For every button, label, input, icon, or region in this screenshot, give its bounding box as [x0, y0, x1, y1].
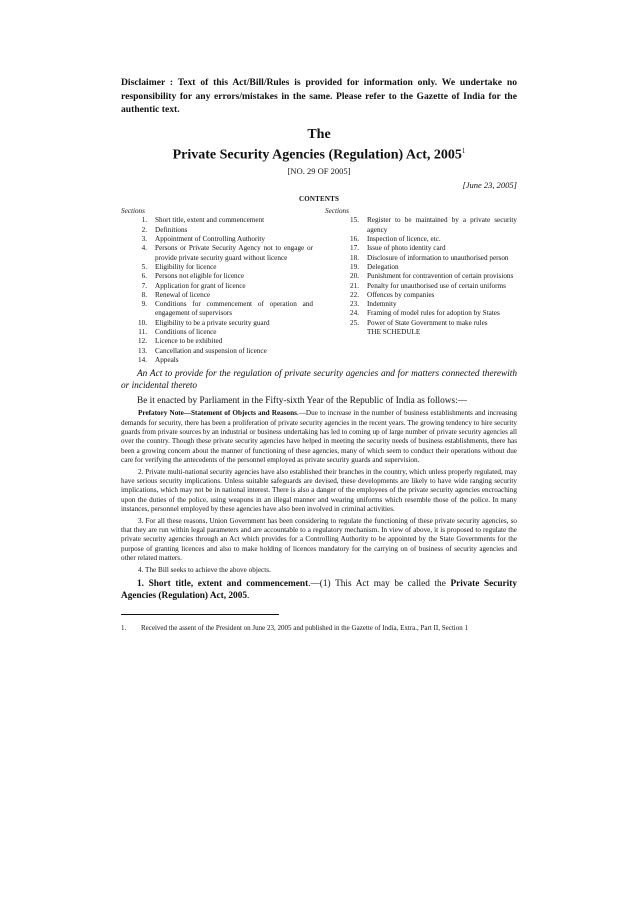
toc-entry-number: 20.: [350, 272, 359, 281]
toc-entry-title: Framing of model rules for adoption by States: [367, 309, 500, 318]
toc-entry-title: Punishment for contravention of certain provisions: [367, 272, 514, 281]
toc-entry-title: Application for grant of licence: [155, 281, 246, 290]
toc-entry-number: 15.: [350, 216, 359, 225]
toc-entry-number: 16.: [350, 235, 359, 244]
toc-entry-number: 24.: [350, 309, 359, 318]
prefatory-note-p1: Prefatory Note—Statement of Objects and Reasons.—Due to increase in the number of business establishments and increasing demands for security, there has been a proliferation of private security agencies in the recent years. The growing tendency to hire security guards from private sources by an industrial or business undertaking has led to coming up of large number of private security agencies all over the country. Though these private security agencies have helped in meeting the security needs of business establishments, there has been a growing concern about the manner of functioning of these agencies, many of which seem to conduct their operations without due care for verifying the antecedents of the personnel employed as private security guards and supervision.: [121, 409, 517, 465]
toc-entry-number: 19.: [350, 262, 359, 271]
toc-entry-number: 17.: [350, 244, 359, 253]
toc-entry-title: Eligibility for licence: [155, 262, 217, 271]
toc-entry-title: THE SCHEDULE: [367, 328, 421, 337]
toc-entry: [121, 226, 313, 235]
table-of-contents: [121, 207, 517, 365]
toc-entry-number: 23.: [350, 300, 359, 309]
toc-left-column: [121, 207, 313, 365]
toc-entry: [325, 309, 517, 318]
toc-entry-number: 1.: [141, 216, 147, 225]
toc-entry: [325, 216, 517, 235]
toc-entry: [121, 216, 313, 225]
toc-right-column: [325, 207, 517, 365]
prefatory-note-p2: 2. Private multi-national security agencies have also established their branches in the country, which unless properly regulated, may have serious security implications. Unless suitable safeguards are devised, these developments are likely to have wide ranging security implications, which may not be in national interest. There is also a danger of the employees of the private security agencies encroaching upon the duties of the police, using weapons in an illegal manner and wearing uniforms which resemble those of the police. In many instances, personnel employed by these agencies have also been involved in criminal activities.: [121, 467, 517, 514]
act-number: [NO. 29 OF 2005]: [287, 166, 351, 177]
toc-entry: [325, 254, 517, 263]
toc-entry-number: 9.: [141, 300, 147, 309]
toc-entry: [121, 328, 313, 337]
enacting-formula: Be it enacted by Parliament in the Fifty-sixth Year of the Republic of India as follows:—: [137, 396, 467, 407]
sections-label: Sections: [325, 207, 349, 216]
toc-entry-number: 13.: [138, 346, 147, 355]
toc-entry-number: 5.: [141, 262, 147, 271]
toc-entry-title: Renewal of licence: [155, 290, 211, 299]
toc-entry: [325, 282, 517, 291]
footnote: [121, 624, 517, 633]
toc-entry-number: 14.: [138, 355, 147, 364]
toc-entry: [121, 282, 313, 291]
toc-entry-title: Disclosure of information to unauthorised person: [367, 253, 509, 262]
toc-entry: [121, 263, 313, 272]
toc-entry-title: Definitions: [155, 225, 188, 234]
footnote-divider: [121, 614, 279, 615]
toc-entry: [121, 319, 313, 328]
toc-entry-title: Delegation: [367, 262, 399, 271]
toc-entry: [325, 300, 517, 309]
act-title-the: The: [307, 126, 331, 142]
toc-entry-number: 7.: [141, 281, 147, 290]
document-page: [121, 76, 517, 633]
toc-entry-title: Cancellation and suspension of licence: [155, 346, 267, 355]
toc-entry: [325, 244, 517, 253]
toc-entry-title: Persons not eligible for licence: [155, 272, 245, 281]
toc-entry-number: 25.: [350, 318, 359, 327]
act-date: [June 23, 2005]: [462, 180, 517, 191]
toc-entry: [325, 263, 517, 272]
toc-entry: [121, 337, 313, 346]
toc-entry: [121, 272, 313, 281]
toc-entry-title: Indemnity: [367, 300, 397, 309]
act-title-block: [121, 126, 517, 164]
toc-entry-number: 6.: [141, 272, 147, 281]
toc-entry: [325, 291, 517, 300]
toc-entry: [325, 272, 517, 281]
footnote-text: Received the assent of the President on June 23, 2005 and published in the Gazette of India, Extra., Part II, Section 1: [141, 624, 468, 633]
toc-entry-title: Conditions of licence: [155, 328, 217, 337]
prefatory-note-p4: 4. The Bill seeks to achieve the above objects.: [138, 565, 271, 574]
prefatory-note-label: Prefatory Note—Statement of Objects and Reasons: [138, 409, 297, 418]
toc-entry-number: 21.: [350, 281, 359, 290]
sections-label: Sections: [121, 207, 145, 216]
section-1-heading: 1. Short title, extent and commencement: [137, 579, 309, 590]
toc-entry-number: [325, 328, 367, 337]
toc-entry-number: 10.: [138, 318, 147, 327]
toc-entry: [121, 347, 313, 356]
toc-entry-title: Inspection of licence, etc.: [367, 235, 441, 244]
toc-entry-title: Short title, extent and commencement: [155, 216, 265, 225]
act-title: Private Security Agencies (Regulation) Act, 2005: [172, 147, 462, 163]
prefatory-note-p3: 3. For all these reasons, Union Government has been considering to regulate the functioning of these private security agencies, so that they are run within legal parameters and are accountable to a regulatory mechanism. In view of above, it is proposed to regulate the private security agencies through an Act which provides for a Controlling Authority to be appointed by the State Governments for the purpose of granting licences and also to make holding of licences mandatory for the carrying on of business of security agencies and other related matters.: [121, 516, 517, 563]
toc-entry-title: Power of State Government to make rules: [367, 318, 488, 327]
toc-entry: [325, 328, 517, 337]
toc-entry-title: Licence to be exhibited: [155, 337, 223, 346]
toc-entry-title: Conditions for commencement of operation and engagement of supervisors: [155, 300, 313, 318]
toc-entry: [121, 291, 313, 300]
section-1: 1. Short title, extent and commencement.—(1) This Act may be called the Private Security Agencies (Regulation) Act, 2005.: [121, 579, 517, 602]
toc-entry: [121, 235, 313, 244]
short-title: Private Security Agencies (Regulation) Act, 2005: [121, 579, 517, 602]
toc-entry-number: 8.: [141, 290, 147, 299]
toc-entry-number: 12.: [138, 337, 147, 346]
toc-entry-number: 3.: [141, 235, 147, 244]
toc-entry-number: 18.: [350, 253, 359, 262]
long-title: An Act to provide for the regulation of private security agencies and for matters connected therewith or incidental thereto: [121, 369, 517, 392]
toc-entry-title: Offences by companies: [367, 290, 435, 299]
toc-entry: [121, 356, 313, 365]
toc-entry-title: Appeals: [155, 355, 179, 364]
toc-entry-title: Penalty for unauthorised use of certain uniforms: [367, 281, 506, 290]
toc-entry-title: Persons or Private Security Agency not to engage or provide private security guard without licence: [155, 244, 313, 262]
toc-entry: [325, 319, 517, 328]
toc-entry-title: Appointment of Controlling Authority: [155, 235, 266, 244]
contents-heading: CONTENTS: [298, 195, 340, 204]
toc-entry-number: 2.: [141, 225, 147, 234]
toc-entry-number: 11.: [138, 328, 147, 337]
disclaimer: Disclaimer : Text of this Act/Bill/Rules is provided for information only. We undertake no responsibility for any errors/mistakes in the same. Please refer to the Gazette of India for the authentic text.: [121, 77, 517, 115]
footnote-number: 1.: [121, 624, 127, 633]
toc-entry: [121, 300, 313, 319]
toc-entry-number: 22.: [350, 290, 359, 299]
toc-entry-number: 4.: [141, 244, 147, 253]
toc-entry-title: Register to be maintained by a private security agency: [367, 216, 517, 234]
toc-entry: [325, 235, 517, 244]
toc-entry: [121, 244, 313, 263]
footnote-mark: 1: [461, 146, 466, 155]
toc-entry-title: Eligibility to be a private security guard: [155, 318, 270, 327]
toc-entry-title: Issue of photo identity card: [367, 244, 446, 253]
